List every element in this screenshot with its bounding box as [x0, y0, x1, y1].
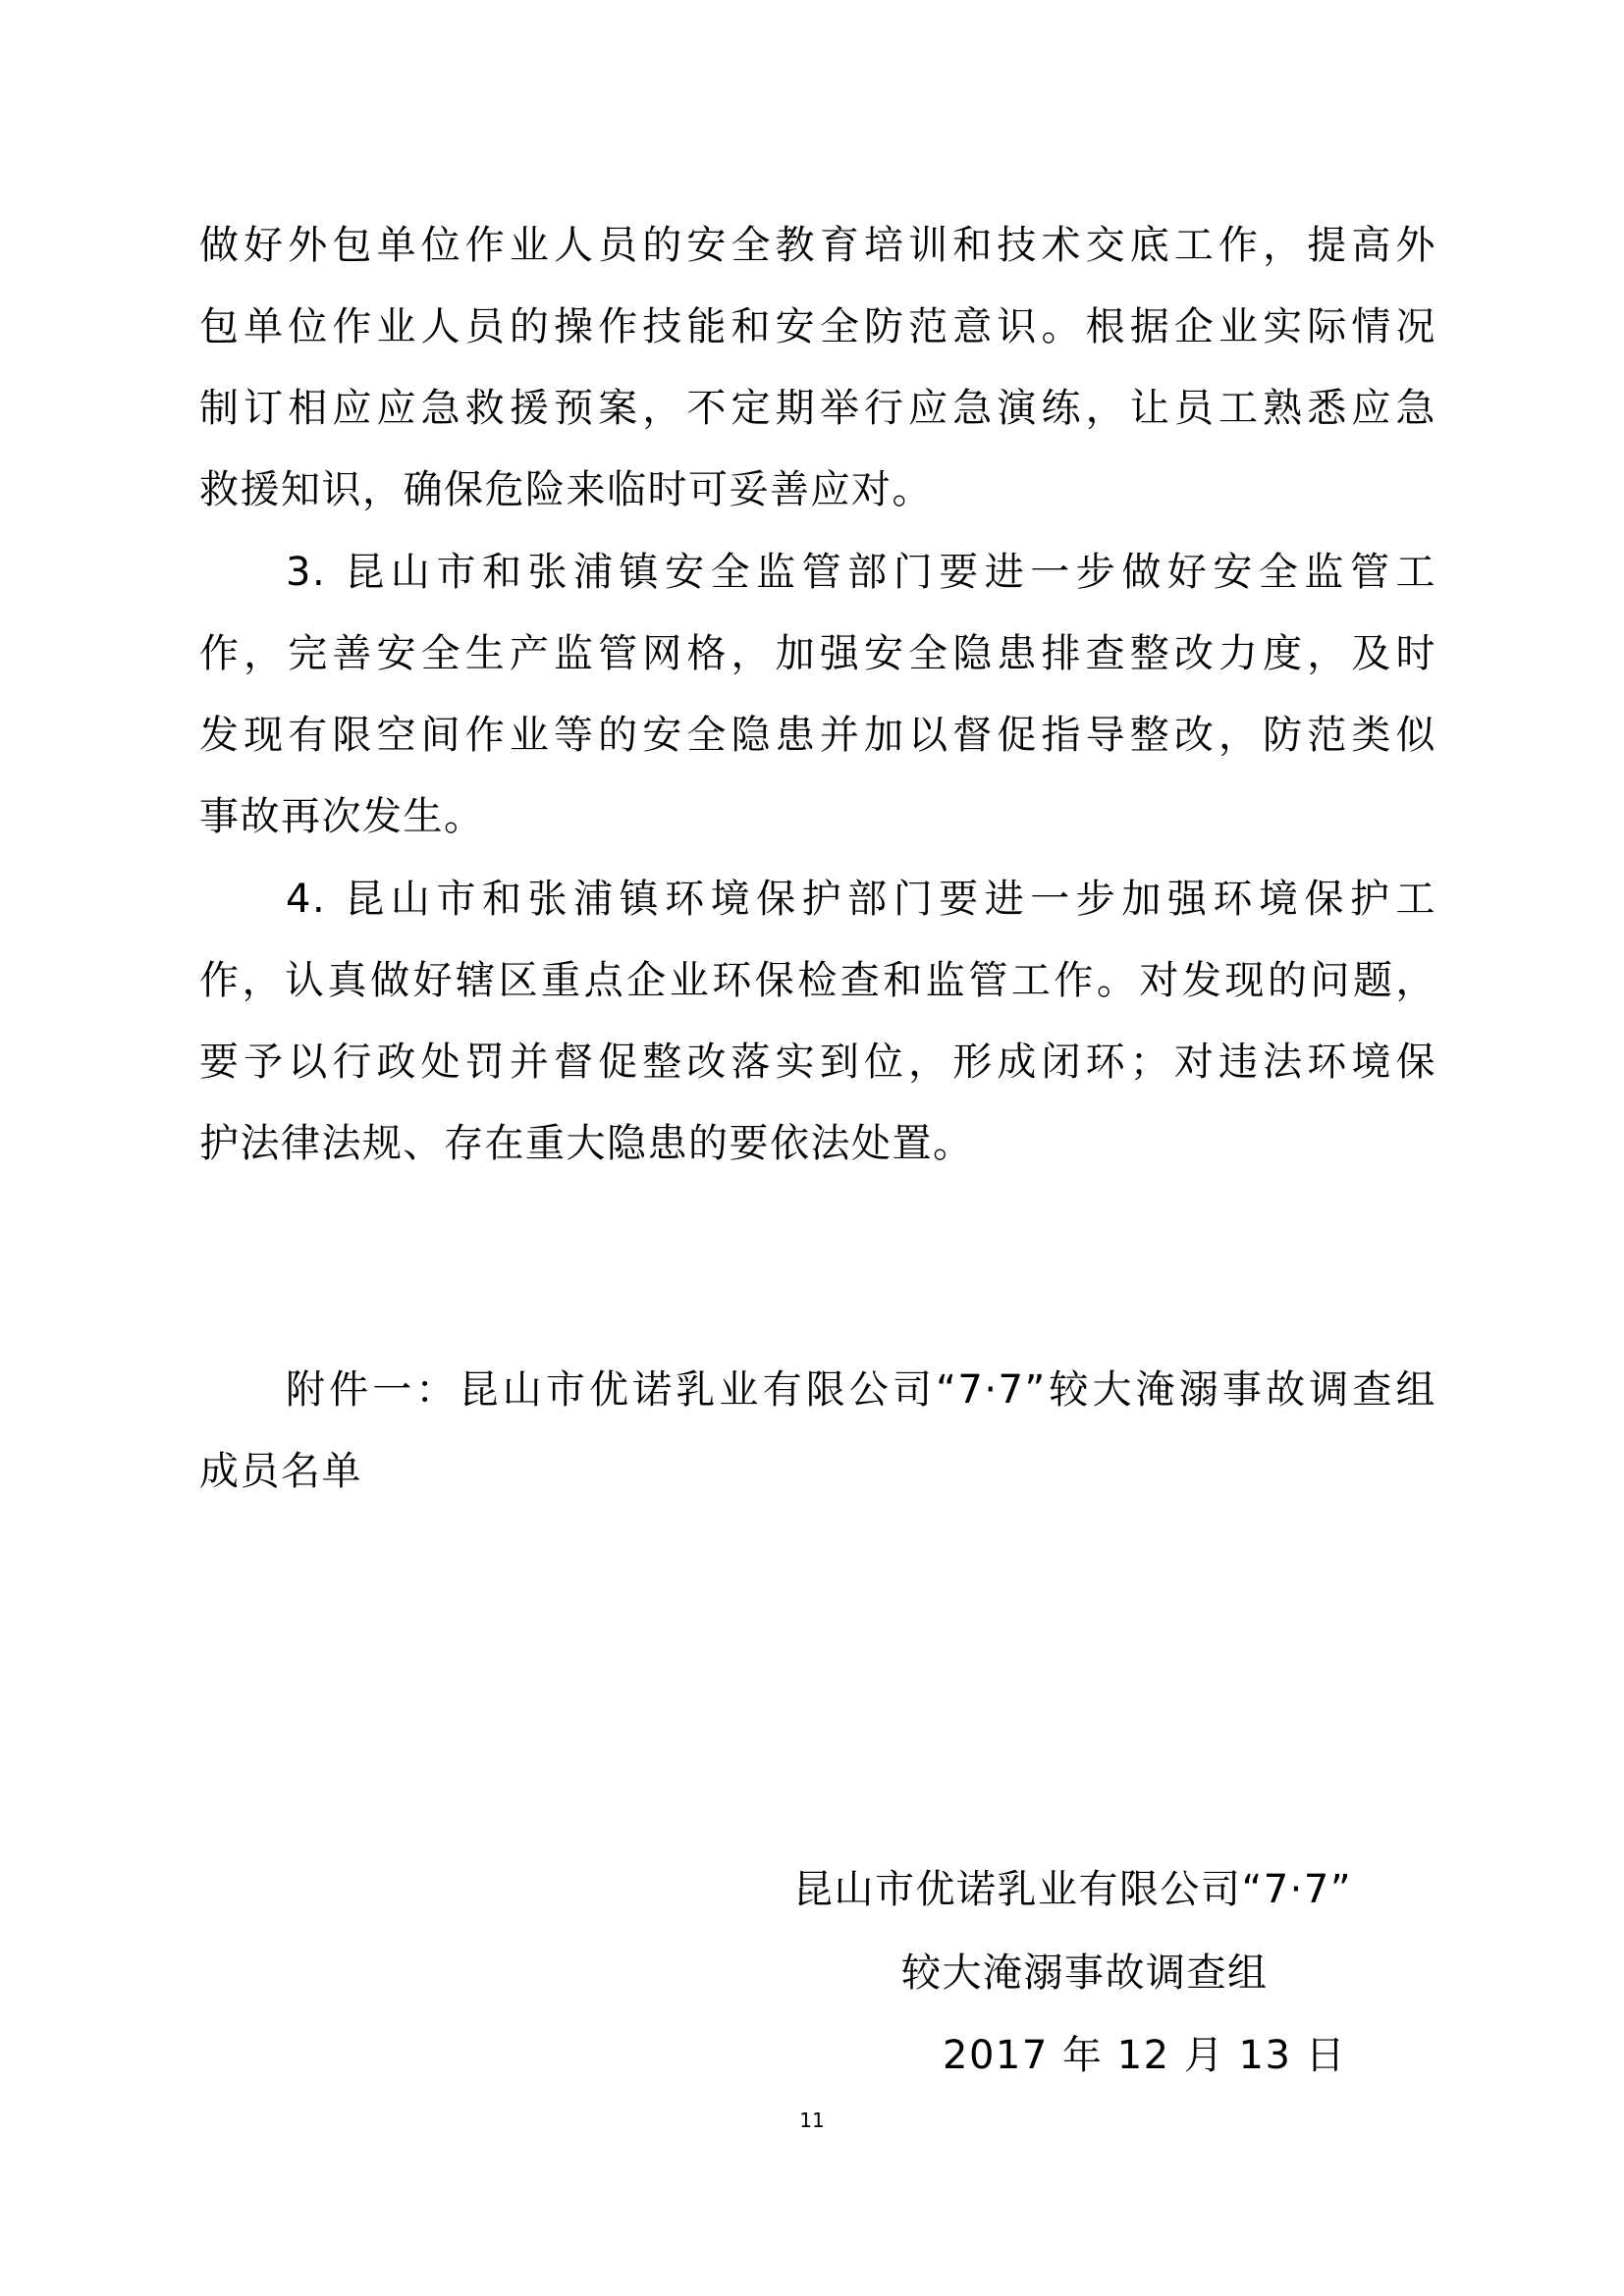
paragraph-line: 救援知识，确保危险来临时可妥善应对。 [199, 467, 933, 512]
paragraph-line: 要予以行政处罚并督促整改落实到位，形成闭环；对违法环境保 [199, 1040, 1436, 1085]
paragraph-line: 制订相应应急救援预案，不定期举行应急演练，让员工熟悉应急 [199, 386, 1436, 431]
paragraph-line: 4. 昆山市和张浦镇环境保护部门要进一步加强环境保护工 [286, 877, 1436, 922]
signature-org-line-1: 昆山市优诺乳业有限公司“7·7” [793, 1867, 1353, 1912]
paragraph-line: 做好外包单位作业人员的安全教育培训和技术交底工作，提高外 [199, 223, 1436, 268]
paragraph-line: 作，认真做好辖区重点企业环保检查和监管工作。对发现的问题， [199, 958, 1436, 1003]
paragraph-line: 护法律法规、存在重大隐患的要依法处置。 [199, 1121, 974, 1166]
signature-org-line-2: 较大淹溺事故调查组 [901, 1950, 1269, 1996]
paragraph-line: 作，完善安全生产监管网格，加强安全隐患排查整改力度，及时 [199, 631, 1436, 676]
attachment-line: 附件一：昆山市优诺乳业有限公司“7·7”较大淹溺事故调查组 [286, 1367, 1436, 1413]
paragraph-line: 事故再次发生。 [199, 794, 485, 839]
paragraph-line: 3. 昆山市和张浦镇安全监管部门要进一步做好安全监管工 [286, 550, 1436, 595]
paragraph-line: 包单位作业人员的操作技能和安全防范意识。根据企业实际情况 [199, 304, 1436, 349]
page-number: 11 [799, 2109, 825, 2132]
paragraph-line: 发现有限空间作业等的安全隐患并加以督促指导整改，防范类似 [199, 713, 1436, 758]
signature-date: 2017 年 12 月 13 日 [943, 2033, 1347, 2078]
attachment-line: 成员名单 [199, 1449, 362, 1494]
